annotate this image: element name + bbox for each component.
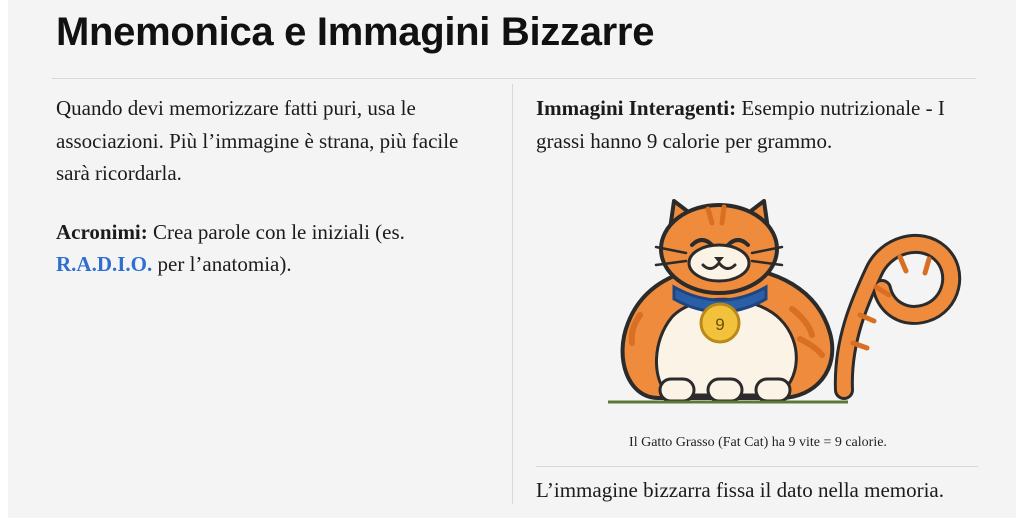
right-paragraph-interacting-images [536,92,980,157]
page-title: Mnemonica e Immagini Bizzarre [56,10,655,54]
acronyms-label: Acronimi: [56,219,148,244]
acronyms-text-a: Crea parole con le iniziali (es. [147,219,405,244]
figure-fat-cat [536,183,980,453]
acronyms-text-b: per l’anatomia). [152,252,292,277]
tail-nine-icon [844,244,951,390]
cat-head [656,201,782,293]
medal-number: 9 [715,315,725,335]
left-paragraph-acronyms [56,216,486,281]
right-column [536,92,980,453]
column-divider [512,84,513,504]
left-margin [0,0,8,518]
fat-cat-illustration [548,183,968,433]
left-column [56,92,486,281]
figure-caption: Il Gatto Grasso (Fat Cat) ha 9 vite = 9 calorie. [629,435,887,451]
closing-text: L’immagine bizzarra fissa il dato nella memoria. [536,478,944,502]
acronym-example: R.A.D.I.O. [56,252,153,277]
interacting-images-text: Esempio nutrizionale - I grassi hanno 9 calorie per grammo. [536,96,945,153]
closing-divider [536,466,978,467]
title-divider [52,78,976,79]
left-paragraph-associations: Quando devi memorizzare fatti puri, usa le associazioni. Più l’immagine è strana, più facile sarà ricordarla. [56,96,459,186]
interacting-images-label: Immagini Interagenti: [536,96,737,120]
right-margin [1016,0,1024,518]
cat-paws [660,379,790,401]
